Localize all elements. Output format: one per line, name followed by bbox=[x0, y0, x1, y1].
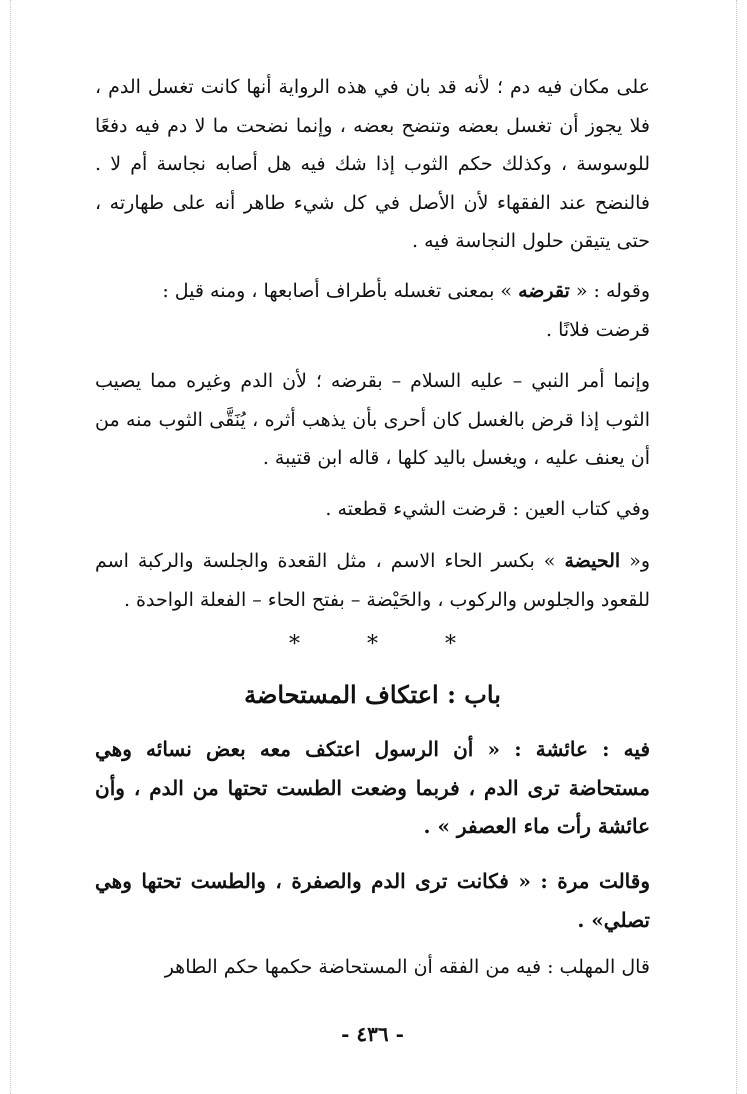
paragraph-kitab-al-ayn bbox=[95, 490, 650, 529]
para-line: قرضت فلانًا . bbox=[546, 318, 650, 341]
paragraph-text: فيه : عائشة : « أن الرسول اعتكف معه بعض نسائه وهي مستحاضة ترى الدم ، فربما وضعت الطست تحتها من الدم ، وأن عائشة رأت ماء العصفر » . bbox=[95, 737, 650, 839]
star-ornament: * bbox=[445, 632, 456, 657]
scan-edge-right bbox=[736, 0, 737, 1094]
hadith-aisha-2 bbox=[95, 862, 650, 939]
paragraph-text: وقالت مرة : « فكانت ترى الدم والصفرة ، والطست تحتها وهي تصلي» . bbox=[95, 869, 650, 932]
para-prefix: وقوله : « bbox=[569, 280, 650, 302]
paragraph-text: على مكان فيه دم ؛ لأنه قد بان في هذه الرواية أنها كانت تغسل الدم ، فلا يجوز أن تغسل بعضه وتنضح بعضه ، وإنما نضحت ما لا دم فيه دفعًا للوسوسة ، وكذلك حكم الثوب إذا شك فيه هل أصابه نجاسة أم لا . فالنضح عند الفقهاء لأن الأصل في كل شيء طاهر أنه على طهارته ، حتى يتيقن حلول النجاسة فيه . bbox=[95, 76, 650, 253]
para-suffix: » بمعنى تغسله بأطراف أصابعها ، ومنه قيل : bbox=[162, 280, 519, 302]
paragraph-text: قال المهلب : فيه من الفقه أن المستحاضة حكمها حكم الطاهر bbox=[164, 956, 650, 978]
star-ornament: * bbox=[367, 632, 378, 657]
para-suffix: » بكسر الحاء الاسم ، مثل القعدة والجلسة والركبة اسم للقعود والجلوس والركوب ، والحَيْضة – بفتح الحاء – الفعلة الواحدة . bbox=[95, 550, 650, 611]
paragraph-qardh bbox=[95, 362, 650, 478]
paragraph-taqrudhu bbox=[95, 272, 650, 349]
star-ornament: * bbox=[289, 632, 300, 657]
chapter-heading: باب : اعتكاف المستحاضة bbox=[244, 680, 501, 709]
para-prefix: و« bbox=[620, 550, 650, 572]
scan-edge-left bbox=[10, 0, 11, 1094]
hadith-aisha-1 bbox=[95, 730, 650, 846]
section-separator bbox=[95, 632, 650, 657]
paragraph-hayda bbox=[95, 542, 650, 619]
paragraph-nadh bbox=[95, 68, 650, 261]
term-hayda: الحيضة bbox=[564, 550, 621, 572]
paragraph-text: وفي كتاب العين : قرضت الشيء قطعته . bbox=[325, 498, 650, 520]
paragraph-text: وإنما أمر النبي – عليه السلام – بقرضه ؛ لأن الدم وغيره مما يصيب الثوب إذا قرض بالغسل كان أحرى بأن يذهب أثره ، يُنَقَّى الثوب منه من أن يعنف عليه ، ويغسل باليد كلها ، قاله ابن قتيبة . bbox=[95, 370, 650, 470]
commentary-muhallab bbox=[95, 948, 650, 987]
page-number: - ٤٣٦ - bbox=[341, 1022, 404, 1046]
term-taqrudhu: تقرضه bbox=[518, 280, 570, 302]
